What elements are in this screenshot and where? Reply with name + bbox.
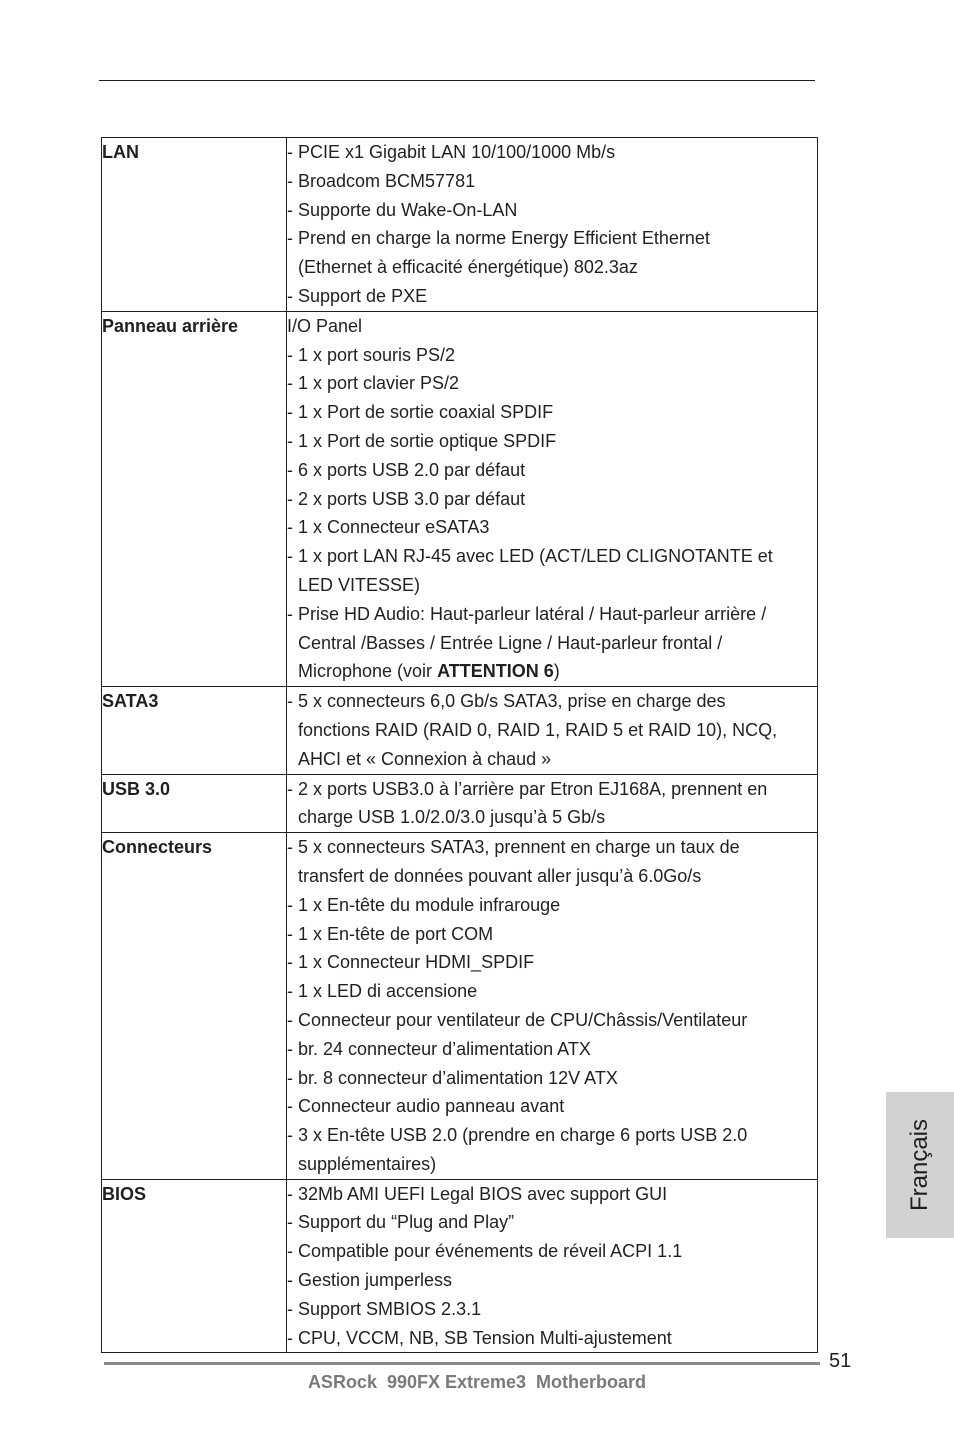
spec-line (287, 775, 817, 804)
spec-line-suffix: ) (553, 661, 560, 682)
spec-line-text: I/O Panel (287, 315, 363, 336)
spec-line (287, 427, 817, 456)
spec-line-text: - Connecteur pour ventilateur de CPU/Châssis/Ventilateur (287, 1009, 748, 1030)
spec-line (287, 629, 817, 658)
spec-values (287, 1179, 818, 1353)
spec-line (287, 600, 817, 629)
spec-line-text: transfert de données pouvant aller jusqu’à 6.0Go/s (298, 865, 702, 886)
spec-row (102, 311, 818, 686)
spec-line (287, 657, 817, 686)
spec-line-text: LED VITESSE) (298, 574, 421, 595)
spec-line (287, 282, 817, 311)
spec-row (102, 774, 818, 833)
spec-line-text: - Prend en charge la norme Energy Efficient Ethernet (287, 228, 710, 249)
language-tab-label: Français (906, 1118, 933, 1212)
spec-line-text: - PCIE x1 Gigabit LAN 10/100/1000 Mb/s (287, 142, 616, 162)
spec-line-text: - 2 x ports USB3.0 à l’arrière par Etron EJ168A, prennent en (287, 778, 768, 799)
spec-line (287, 1208, 817, 1237)
spec-row (102, 1179, 818, 1353)
spec-line-text: - 5 x connecteurs SATA3, prennent en charge un taux de (287, 837, 740, 858)
spec-line-text: - 2 x ports USB 3.0 par défaut (287, 488, 526, 509)
spec-line-text: - 3 x En-tête USB 2.0 (prendre en charge 6 ports USB 2.0 (287, 1125, 748, 1146)
spec-values (287, 833, 818, 1180)
spec-line-text: - 1 x En-tête du module infrarouge (287, 894, 561, 915)
spec-line-text: Microphone (voir (298, 661, 438, 682)
spec-line-text: - Supporte du Wake-On-LAN (287, 199, 518, 220)
spec-label: Connecteurs (102, 833, 287, 1180)
spec-line (287, 745, 817, 774)
spec-line-text: AHCI et « Connexion à chaud » (298, 748, 552, 769)
spec-line (287, 920, 817, 949)
spec-row (102, 833, 818, 1180)
spec-line (287, 1295, 817, 1324)
spec-line (287, 1035, 817, 1064)
spec-line-text: - 1 x Port de sortie coaxial SPDIF (287, 402, 554, 423)
spec-line-text: - Connecteur audio panneau avant (287, 1096, 565, 1117)
top-rule (99, 80, 815, 81)
spec-line (287, 1064, 817, 1093)
spec-label: LAN (102, 138, 287, 312)
spec-line (287, 862, 817, 891)
spec-label: Panneau arrière (102, 311, 287, 686)
spec-line-text: - 32Mb AMI UEFI Legal BIOS avec support GUI (287, 1183, 668, 1204)
spec-line (287, 1121, 817, 1150)
spec-line-text: - Compatible pour événements de réveil ACPI 1.1 (287, 1241, 683, 1262)
spec-line-text: charge USB 1.0/2.0/3.0 jusqu’à 5 Gb/s (298, 807, 606, 828)
spec-line-text: - Gestion jumperless (287, 1270, 453, 1291)
spec-line (287, 253, 817, 282)
spec-line-text: supplémentaires) (298, 1153, 437, 1174)
spec-line (287, 196, 817, 225)
spec-line-text: - Broadcom BCM57781 (287, 170, 476, 191)
spec-table (101, 137, 818, 1353)
spec-line (287, 1324, 817, 1353)
spec-line (287, 803, 817, 832)
spec-row (102, 138, 818, 312)
spec-values (287, 311, 818, 686)
spec-label: SATA3 (102, 687, 287, 774)
spec-line (287, 1092, 817, 1121)
spec-line (287, 138, 817, 167)
footer-title: ASRock 990FX Extreme3 Motherboard (307, 1372, 647, 1392)
spec-line-text: - CPU, VCCM, NB, SB Tension Multi-ajustement (287, 1327, 672, 1348)
spec-line-text: - br. 8 connecteur d’alimentation 12V ATX (287, 1067, 618, 1088)
spec-line (287, 1266, 817, 1295)
spec-line-text: - br. 24 connecteur d’alimentation ATX (287, 1038, 591, 1059)
spec-label: BIOS (102, 1179, 287, 1353)
spec-values (287, 687, 818, 774)
spec-line-text: - 5 x connecteurs 6,0 Gb/s SATA3, prise en charge des (287, 691, 726, 712)
spec-line (287, 1237, 817, 1266)
spec-line (287, 1006, 817, 1035)
spec-line (287, 977, 817, 1006)
page-number: 51 (829, 1350, 852, 1372)
spec-line (287, 456, 817, 485)
spec-line-text: fonctions RAID (RAID 0, RAID 1, RAID 5 et RAID 10), NCQ, (298, 719, 778, 740)
spec-line (287, 1180, 817, 1209)
spec-line (287, 571, 817, 600)
spec-line-text: - 6 x ports USB 2.0 par défaut (287, 459, 526, 480)
spec-line-text: - 1 x Port de sortie optique SPDIF (287, 430, 557, 451)
spec-line-text: (Ethernet à efficacité énergétique) 802.3az (298, 257, 638, 278)
spec-line (287, 716, 817, 745)
spec-line (287, 485, 817, 514)
spec-line-text: - 1 x Connecteur eSATA3 (287, 517, 490, 538)
spec-line (287, 687, 817, 716)
spec-label: USB 3.0 (102, 774, 287, 833)
spec-line-text: - 1 x En-tête de port COM (287, 923, 494, 944)
spec-line-text: Central /Basses / Entrée Ligne / Haut-parleur frontal / (298, 632, 723, 653)
spec-line-text: - 1 x LED di accensione (287, 981, 478, 1002)
spec-line-emphasis: ATTENTION 6 (437, 661, 554, 682)
spec-line (287, 833, 817, 862)
spec-line-text: - 1 x port souris PS/2 (287, 344, 456, 365)
spec-line-text: - 1 x port LAN RJ-45 avec LED (ACT/LED CLIGNOTANTE et (287, 546, 773, 567)
spec-line (287, 312, 817, 341)
spec-line (287, 1150, 817, 1179)
spec-row (102, 687, 818, 774)
spec-line (287, 948, 817, 977)
language-tab (886, 1092, 954, 1238)
spec-line (287, 224, 817, 253)
spec-line-text: - 1 x port clavier PS/2 (287, 373, 460, 394)
spec-line-text: - Prise HD Audio: Haut-parleur latéral / Haut-parleur arrière / (287, 603, 767, 624)
spec-line-text: - 1 x Connecteur HDMI_SPDIF (287, 952, 535, 973)
spec-line (287, 369, 817, 398)
bottom-rule (104, 1362, 820, 1365)
spec-line (287, 341, 817, 370)
spec-line-text: - Support du “Plug and Play” (287, 1212, 515, 1233)
spec-line (287, 513, 817, 542)
spec-line-text: - Support SMBIOS 2.3.1 (287, 1298, 482, 1319)
spec-values (287, 774, 818, 833)
spec-line (287, 542, 817, 571)
spec-line-text: - Support de PXE (287, 285, 428, 306)
spec-values (287, 138, 818, 312)
spec-line (287, 891, 817, 920)
spec-line (287, 398, 817, 427)
spec-line (287, 167, 817, 196)
